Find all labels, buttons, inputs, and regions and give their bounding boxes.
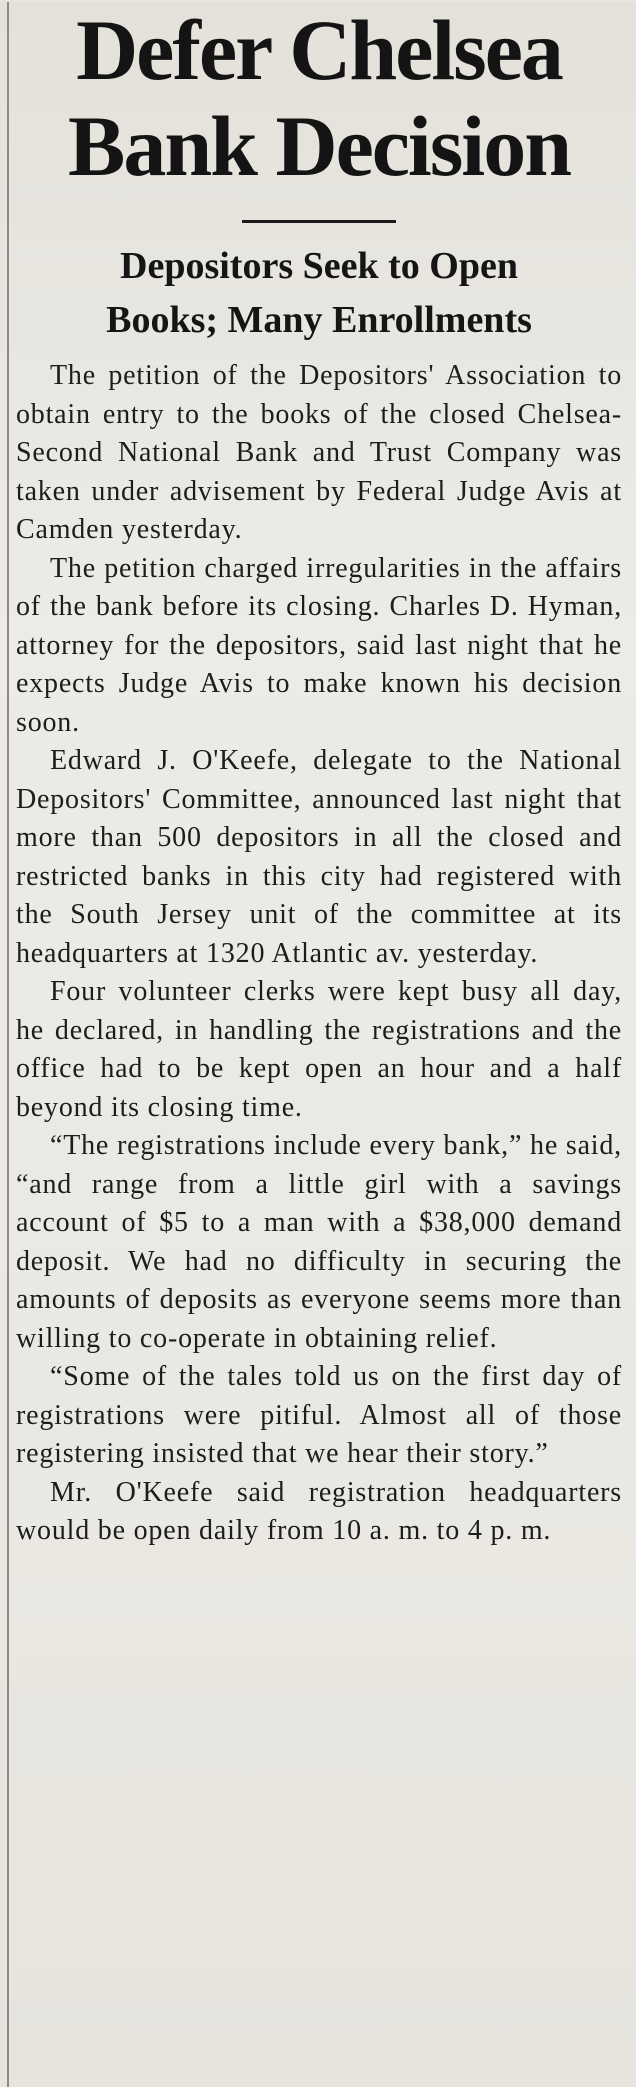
column-rule (7, 2, 9, 2087)
subheadline (16, 239, 622, 347)
article-paragraph: “Some of the tales told us on the first day of registrations were pitiful. Almost all of those registering insisted that we hear their story.” (16, 1361, 622, 1469)
article-paragraph: Four volunteer clerks were kept busy all day, he declared, in handling the registrations and the office had to be kept open an hour and a half beyond its closing time. (16, 976, 622, 1123)
headline-divider (242, 220, 396, 223)
article-paragraph: Mr. O'Keefe said registration headquarters would be open daily from 10 a. m. to 4 p. m. (16, 1476, 622, 1546)
headline-line-1: Defer Chelsea (76, 2, 562, 98)
newspaper-clipping (0, 2, 636, 2087)
headline (16, 2, 622, 194)
headline-line-2: Bank Decision (67, 98, 571, 194)
article-body (16, 357, 622, 1551)
article-paragraph: The petition charged irregularities in the affairs of the bank before its closing. Charles D. Hyman, attorney for the depositors, said last night that he expects Judge Avis to make known his decision soon. (16, 552, 622, 738)
subheadline-line-1: Depositors Seek to Open (120, 245, 518, 287)
subheadline-line-2: Books; Many Enrollments (106, 299, 532, 341)
article-paragraph: “The registrations include every bank,” he said, “and range from a little girl with a savings account of $5 to a man with a $38,000 demand deposit. We had no difficulty in securing the amounts of deposits as everyone seems more than willing to co-operate in obtaining relief. (16, 1130, 622, 1354)
article-paragraph: Edward J. O'Keefe, delegate to the National Depositors' Committee, announced last night that more than 500 depositors in all the closed and restricted banks in this city had registered with the South Jersey unit of the committee at its headquarters at 1320 Atlantic av. yesterday. (16, 745, 622, 969)
article-paragraph: The petition of the Depositors' Association to obtain entry to the books of the closed Chelsea-Second National Bank and Trust Company was taken under advisement by Federal Judge Avis at Camden yesterday. (16, 360, 622, 545)
